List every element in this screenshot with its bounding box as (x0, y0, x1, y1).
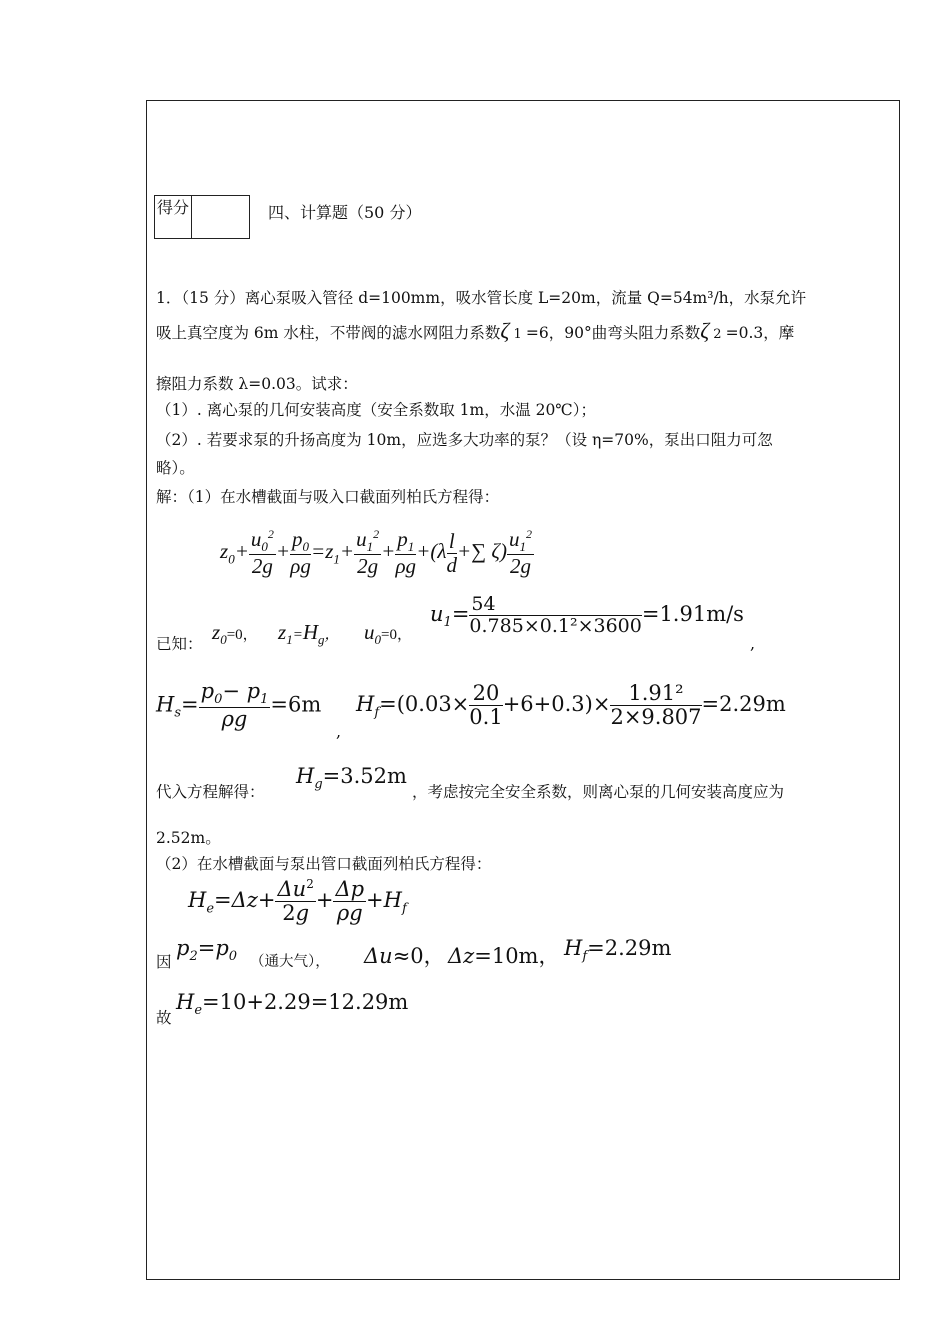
comma: , (750, 634, 756, 653)
known-z1-hg: $z_1=H_g$， (278, 620, 340, 648)
he-equation: $H_e=\Delta z+$ $\frac{\Delta u^2}{2g}$ + $\frac{\Delta p}{\rho g}$ $+H_f$ (188, 877, 407, 926)
problem-line-3: 擦阻力系数 λ=0.03。试求： (156, 375, 358, 393)
known-label: 已知： (156, 635, 203, 653)
conclusion-1b: 2.52m。 (156, 829, 221, 847)
atmosphere-note: （通大气）， (250, 954, 330, 970)
question-2-line-1: （2）. 若要求泵的升扬高度为 10m，应选多大功率的泵？（设 η=70%，泵出口阻力可忽 (156, 431, 773, 449)
comma: , (336, 722, 342, 741)
solution-intro: 解：（1）在水槽截面与吸入口截面列柏氏方程得： (156, 488, 500, 506)
hs-result: =6m (270, 692, 322, 717)
dz-condition: Δz=10m， (448, 944, 560, 968)
conclusion-1: ，考虑按完全安全系数，则离心泵的几何安装高度应为 (412, 783, 785, 801)
problem-line-2-text: 吸上真空度为 6m 水柱，不带阀的滤水网阻力系数 (156, 324, 501, 342)
u1-numerator: 54 (469, 594, 641, 616)
question-2-line-2: 略）。 (156, 459, 195, 477)
p2-equals-p0: $p_2=p_0$ (176, 936, 238, 965)
zeta1-subscript: 1 (509, 327, 526, 342)
zeta2-subscript: 2 (709, 327, 726, 342)
score-value-cell (192, 196, 249, 238)
hg-result-equation: $H_g=3.52m$ (296, 764, 407, 793)
hs-equation: $H_s=$ $\frac{p_0- p_1}{\rho g}$ =6m (156, 679, 322, 732)
he-result: =10+2.29=12.29m (202, 990, 409, 1014)
question-1: （1）. 离心泵的几何安装高度（安全系数取 1m，水温 20℃）； (156, 401, 596, 419)
du-condition: Δu≈0， (364, 944, 445, 968)
bernoulli-equation-1: $z_0+$ $\frac{u_0^2}{2g}$ + $\frac{p_0}{\rho g}$ $=z_1+$ $\frac{u_1^2}{2g}$ + $\frac{p_1}{\rho g}$ +(λ $\frac{l}{d}$ +∑ ζ) $\frac{u_1^2}{2g}$ (220, 527, 532, 579)
zeta-symbol: ζ (700, 318, 710, 343)
zeta1-value: =6，90°曲弯头阻力系数 (525, 324, 701, 342)
hg-result: =3.52m (322, 764, 407, 788)
known-u0: $u_0=0$， (364, 620, 412, 648)
known-z0: $z_0=0$， (212, 620, 258, 648)
because-label: 因 (156, 953, 172, 971)
substitute-text: 代入方程解得： (156, 783, 265, 801)
score-box (154, 195, 250, 239)
zeta2-value: =0.3，摩 (725, 324, 795, 342)
hf2-condition: $H_f=2.29m$ (564, 936, 672, 965)
section-title: 四、计算题（50 分） (268, 203, 422, 222)
he-result-equation: $H_e=10+2.29=12.29m$ (176, 990, 409, 1019)
hf-result: =2.29m (701, 692, 786, 717)
score-label: 得分 (155, 196, 192, 238)
u1-denominator: 0.785×0.1²×3600 (469, 614, 642, 637)
problem-line-1: 1．（15 分）离心泵吸入管径 d=100mm，吸水管长度 L=20m，流量 Q=54m³/h，水泵允许 (156, 289, 807, 307)
u1-result: =1.91m/s (641, 601, 744, 626)
therefore-label: 故 (156, 1009, 172, 1027)
hf-equation: $H_f=(0.03\times$ $\frac{20}{0.1}$ +6+0.3)× $\frac{\text{1.91²}}{2\times 9.807}$ =2.29m (356, 681, 786, 730)
part2-intro: （2）在水槽截面与泵出管口截面列柏氏方程得： (156, 855, 492, 873)
problem-line-2 (156, 318, 794, 344)
u1-equation: $u_1=$ $\frac{54}{\text{0.785×0.1²×3600}}$ =1.91m/s (430, 593, 744, 637)
zeta-symbol: ζ (500, 318, 510, 343)
